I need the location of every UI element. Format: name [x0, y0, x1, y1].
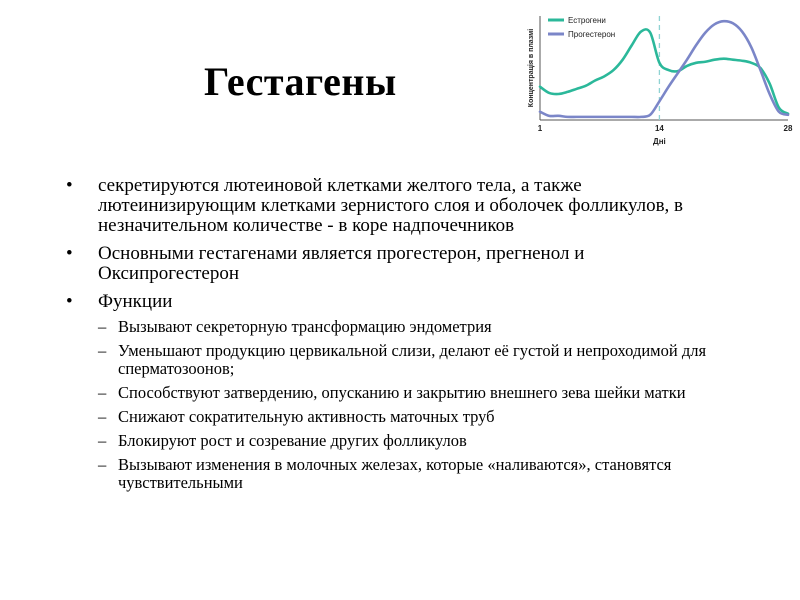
slide-title: Гестагены [204, 59, 397, 104]
function-item [98, 456, 716, 492]
function-item [98, 318, 716, 336]
function-text: Вызывают секреторную трансформацию эндометрия [118, 317, 492, 336]
x-tick-label: 28 [783, 124, 793, 133]
function-text: Уменьшают продукцию цервикальной слизи, делают её густой и непроходимой для сперматозоонов; [118, 341, 707, 378]
x-tick-label: 14 [654, 124, 664, 133]
function-text: Снижают сократительную активность маточных труб [118, 407, 495, 426]
dash-marker: – [98, 383, 107, 402]
legend-label: Естрогени [568, 16, 606, 25]
function-text: Вызывают изменения в молочных железах, которые «наливаются», становятся чувствительными [118, 455, 672, 492]
bullet-marker: • [66, 243, 73, 264]
function-text: Способствуют затвердению, опусканию и закрытию внешнего зева шейки матки [118, 383, 686, 402]
dash-marker: – [98, 455, 107, 474]
series-line-0 [540, 29, 788, 113]
bullet-text: секретируются лютеиновой клетками желтого тела, а также лютеинизирующим клетками зернистого слоя и оболочек фолликулов, в незначительном количестве - в коре надпочечников [98, 175, 684, 236]
function-item [98, 342, 716, 378]
bullet-list [66, 176, 716, 500]
bullet-text: Функции [98, 291, 173, 312]
function-text: Блокируют рост и созревание других фолликулов [118, 431, 467, 450]
dash-marker: – [98, 431, 107, 450]
bullet-item [66, 292, 716, 492]
x-axis-label: Дні [653, 137, 666, 146]
bullet-text: Основными гестагенами является прогестерон, прегненол и Оксипрогестерон [98, 243, 585, 284]
bullet-item [66, 244, 716, 284]
dash-marker: – [98, 341, 107, 360]
function-list [98, 318, 716, 492]
dash-marker: – [98, 407, 107, 426]
bullet-marker: • [66, 175, 73, 196]
x-tick-label: 1 [537, 124, 543, 133]
function-item [98, 408, 716, 426]
y-axis-label: Концентрація в плазмі [528, 28, 535, 108]
hormone-chart [520, 8, 800, 153]
dash-marker: – [98, 317, 107, 336]
function-item [98, 384, 716, 402]
bullet-item [66, 176, 716, 236]
bullet-marker: • [66, 291, 73, 312]
legend-label: Прогестерон [568, 30, 616, 39]
function-item [98, 432, 716, 450]
